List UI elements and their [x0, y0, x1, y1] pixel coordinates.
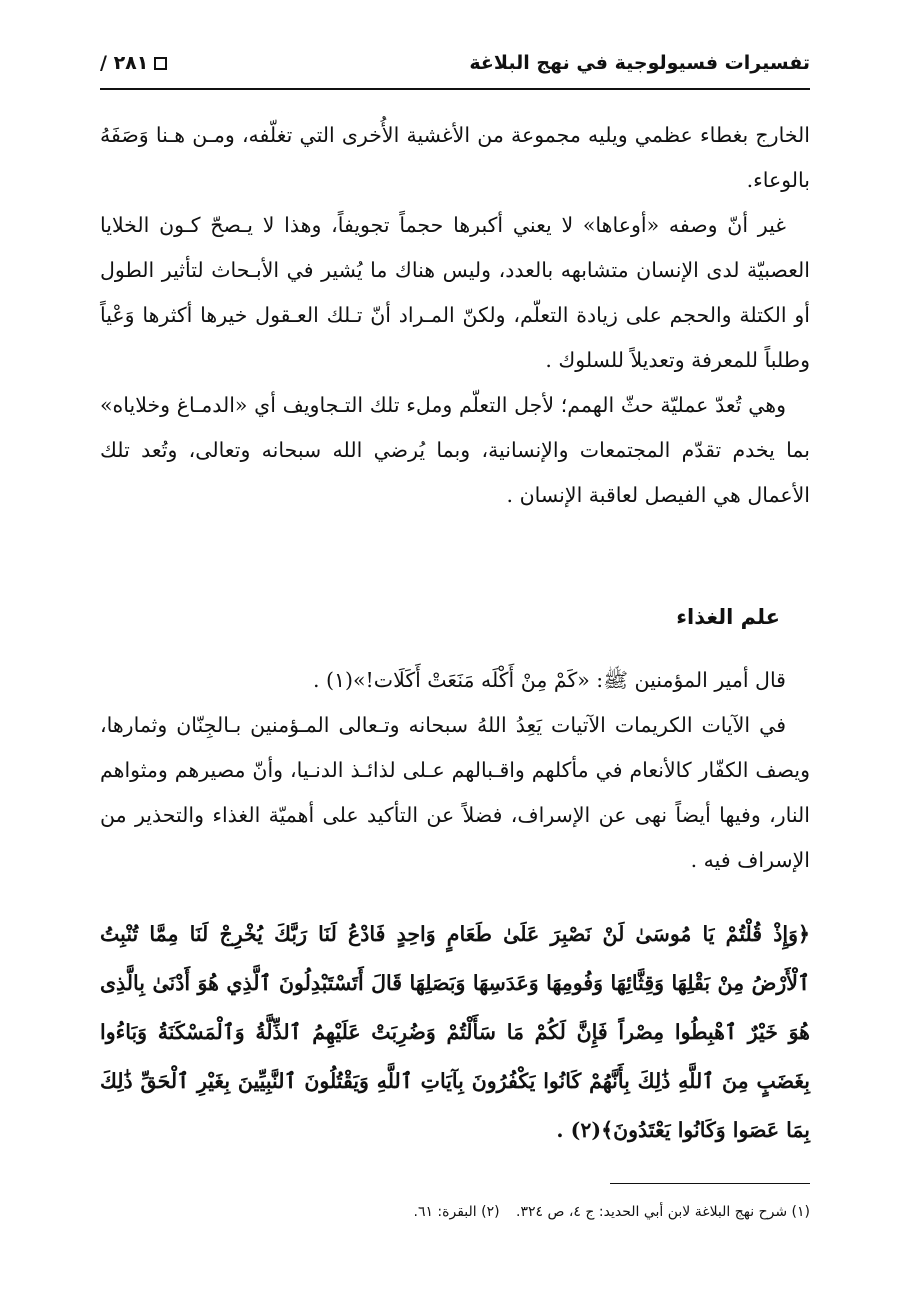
paragraph: في الآيات الكريمات الآتيات يَعِدُ اللهُ سبحانه وتـعالى المـؤمنين بـالجِنّان وثمارها، ويصف الكفّار كالأنعام في مأكلهم واقـبالهم عـلى لذائـذ الدنـيا، وأنّ مصيرهم ومثواهم النار، وفيها أيضاً نهى عن الإسراف، فضلاً عن التأكيد على أهميّة الغذاء والتحذير من الإسراف فيه .: [100, 713, 810, 872]
section-heading: علم الغذاء: [676, 605, 780, 629]
page-number-block: [100, 52, 167, 74]
square-ornament-icon: [154, 57, 167, 70]
header-divider: [100, 88, 810, 90]
paragraph: وهي تُعدّ عمليّة حثّ الهمم؛ لأجل التعلّم وملء تلك التـجاويف أي «الدمـاغ وخلاياه» بما يخدم تقدّم المجتمعات والإنسانية، وبما يُرضي الله سبحانه وتعالى، وتُعد تلك الأعمال هي الفيصل لعاقبة الإنسان .: [100, 393, 810, 507]
footnotes: [100, 1204, 810, 1220]
body-text-bottom: [100, 658, 810, 883]
page-number: ٢٨١ /: [100, 52, 149, 74]
paragraph: غير أنّ وصفه «أوعاها» لا يعني أكبرها حجماً تجويفاً، وهذا لا يـصحّ كـون الخلايا العصبيّة لدى الإنسان متشابهه بالعدد، وليس هناك ما يُشير في الأبـحاث لتأثير الطول أو الكتلة والحجم على زيادة التعلّم، ولكنّ المـراد أنّ تـلك العـقول خيرها أكثرها وَعْياً وطلباً للمعرفة وتعديلاً للسلوك .: [100, 213, 810, 372]
paragraph: الخارج بغطاء عظمي ويليه مجموعة من الأغشية الأُخرى التي تغلّفه، ومـن هـنا وَصَفَهُ بالوعاء.: [100, 123, 810, 192]
hadith-quote: قال أمير المؤمنين ﷺ: «كَمْ مِنْ أَكْلَه مَنَعَتْ أَكَلَات!»(١) .: [312, 668, 786, 692]
quran-verse: ﴿وَإِذْ قُلْتُمْ يَا مُوسَىٰ لَنْ نَصْبِرَ عَلَىٰ طَعَامٍ وَاحِدٍ فَادْعُ لَنَا رَبَّكَ يُخْرِجْ لَنَا مِمَّا تُنْبِتُ ٱلْأَرْضُ مِنْ بَقْلِهَا وَقِثَّائِهَا وَفُومِهَا وَعَدَسِهَا وَبَصَلِهَا قَالَ أَتَسْتَبْدِلُونَ ٱلَّذِي هُوَ أَدْنَىٰ بِالَّذِى هُوَ خَيْرٌ ٱهْبِطُوا مِصْراً فَإِنَّ لَكُمْ مَا سَأَلْتُمْ وَضُرِبَتْ عَلَيْهِمُ ٱلذِّلَّةُ وَٱلْمَسْكَنَةُ وَبَاءُوا بِغَضَبٍ مِنَ ٱللَّهِ ذَٰلِكَ بِأَنَّهُمْ كَانُوا يَكْفُرُونَ بِآيَاتِ ٱللَّهِ وَيَقْتُلُونَ ٱلنَّبِيِّينَ بِغَيْرِ ٱلْحَقِّ ذَٰلِكَ بِمَا عَصَوا وَكَانُوا يَعْتَدُونَ﴾(٢) .: [100, 922, 810, 1142]
book-title: تفسيرات فسيولوجية في نهج البلاغة: [469, 52, 810, 74]
footnote-1: (١) شرح نهج البلاغة لابن أبي الحديد: ج ٤، ص ٣٢٤.: [516, 1204, 810, 1220]
body-text-top: [100, 113, 810, 518]
footnote-divider: [610, 1183, 810, 1184]
footnote-2: (٢) البقرة: ٦١.: [413, 1204, 500, 1220]
running-header: [100, 46, 810, 80]
